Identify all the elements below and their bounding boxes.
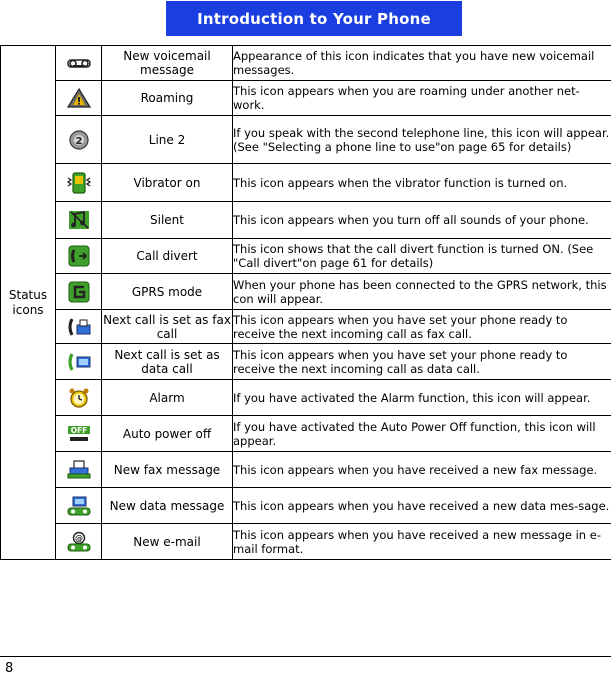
table-row xyxy=(1,488,611,524)
icon-name: Vibrator on xyxy=(102,164,233,202)
new-fax-icon xyxy=(65,458,93,482)
status-icons-table xyxy=(0,45,611,560)
category-cell xyxy=(1,46,56,560)
icon-description: If you speak with the second telephone line, this icon will appear. (See "Selecting a phone line to use"on page 65 for details) xyxy=(233,116,611,164)
icon-description: This icon appears when you have set your phone ready to receive the next incoming call as fax call. xyxy=(233,310,611,344)
table-row xyxy=(1,46,611,81)
icon-description: When your phone has been connected to the GPRS network, this con will appear. xyxy=(233,274,611,310)
table-row xyxy=(1,310,611,344)
icon-description: This icon shows that the call divert function is turned ON. (See "Call divert"on page 61 for details) xyxy=(233,239,611,274)
icon-description: This icon appears when the vibrator function is turned on. xyxy=(233,164,611,202)
icon-name: Line 2 xyxy=(102,116,233,164)
alarm-icon xyxy=(65,386,93,410)
icon-name: Roaming xyxy=(102,81,233,116)
call-divert-icon xyxy=(65,244,93,268)
icon-description: If you have activated the Auto Power Off function, this icon will appear. xyxy=(233,416,611,452)
line2-icon xyxy=(65,128,93,152)
icon-description: This icon appears when you have received a new fax message. xyxy=(233,452,611,488)
table-row xyxy=(1,116,611,164)
table-row xyxy=(1,416,611,452)
table-row xyxy=(1,344,611,380)
icon-name: New e-mail xyxy=(102,524,233,560)
icon-description: This icon appears when you have received a new message in e-mail format. xyxy=(233,524,611,560)
new-email-icon xyxy=(65,530,93,554)
roaming-icon xyxy=(65,86,93,110)
table-row xyxy=(1,81,611,116)
table-row xyxy=(1,202,611,239)
section-title-banner xyxy=(166,1,462,36)
icon-name: Auto power off xyxy=(102,416,233,452)
icon-description: This icon appears when you turn off all sounds of your phone. xyxy=(233,202,611,239)
icon-description: This icon appears when you have set your phone ready to receive the next incoming call as data call. xyxy=(233,344,611,380)
table-row xyxy=(1,452,611,488)
svg-text:2: 2 xyxy=(75,135,82,147)
vibrator-icon xyxy=(65,171,93,195)
table-row xyxy=(1,239,611,274)
silent-icon xyxy=(65,208,93,232)
icon-description: This icon appears when you have received a new data mes-sage. xyxy=(233,488,611,524)
table-row xyxy=(1,164,611,202)
gprs-icon xyxy=(65,280,93,304)
table-row xyxy=(1,524,611,560)
icon-name: Next call is set as fax call xyxy=(102,310,233,344)
icon-name: New data message xyxy=(102,488,233,524)
fax-call-icon xyxy=(65,315,93,339)
table-row xyxy=(1,380,611,416)
svg-text:@: @ xyxy=(74,533,83,543)
table-row xyxy=(1,274,611,310)
footer-divider xyxy=(0,656,611,657)
section-title: Introduction to Your Phone xyxy=(197,9,431,28)
auto-power-off-icon xyxy=(65,422,93,446)
icon-description: If you have activated the Alarm function, this icon will appear. xyxy=(233,380,611,416)
voicemail-icon xyxy=(65,51,93,75)
data-call-icon xyxy=(65,350,93,374)
icon-name: GPRS mode xyxy=(102,274,233,310)
new-data-icon xyxy=(65,494,93,518)
page-number: 8 xyxy=(5,661,14,676)
icon-name: Call divert xyxy=(102,239,233,274)
category-label: Status icons xyxy=(8,287,48,317)
icon-description: This icon appears when you are roaming under another net-work. xyxy=(233,81,611,116)
svg-text:OFF: OFF xyxy=(70,425,87,435)
icon-name: New voicemail message xyxy=(102,46,233,81)
icon-description: Appearance of this icon indicates that you have new voicemail messages. xyxy=(233,46,611,81)
icon-name: New fax message xyxy=(102,452,233,488)
icon-name: Silent xyxy=(102,202,233,239)
icon-name: Next call is set as data call xyxy=(102,344,233,380)
icon-name: Alarm xyxy=(102,380,233,416)
